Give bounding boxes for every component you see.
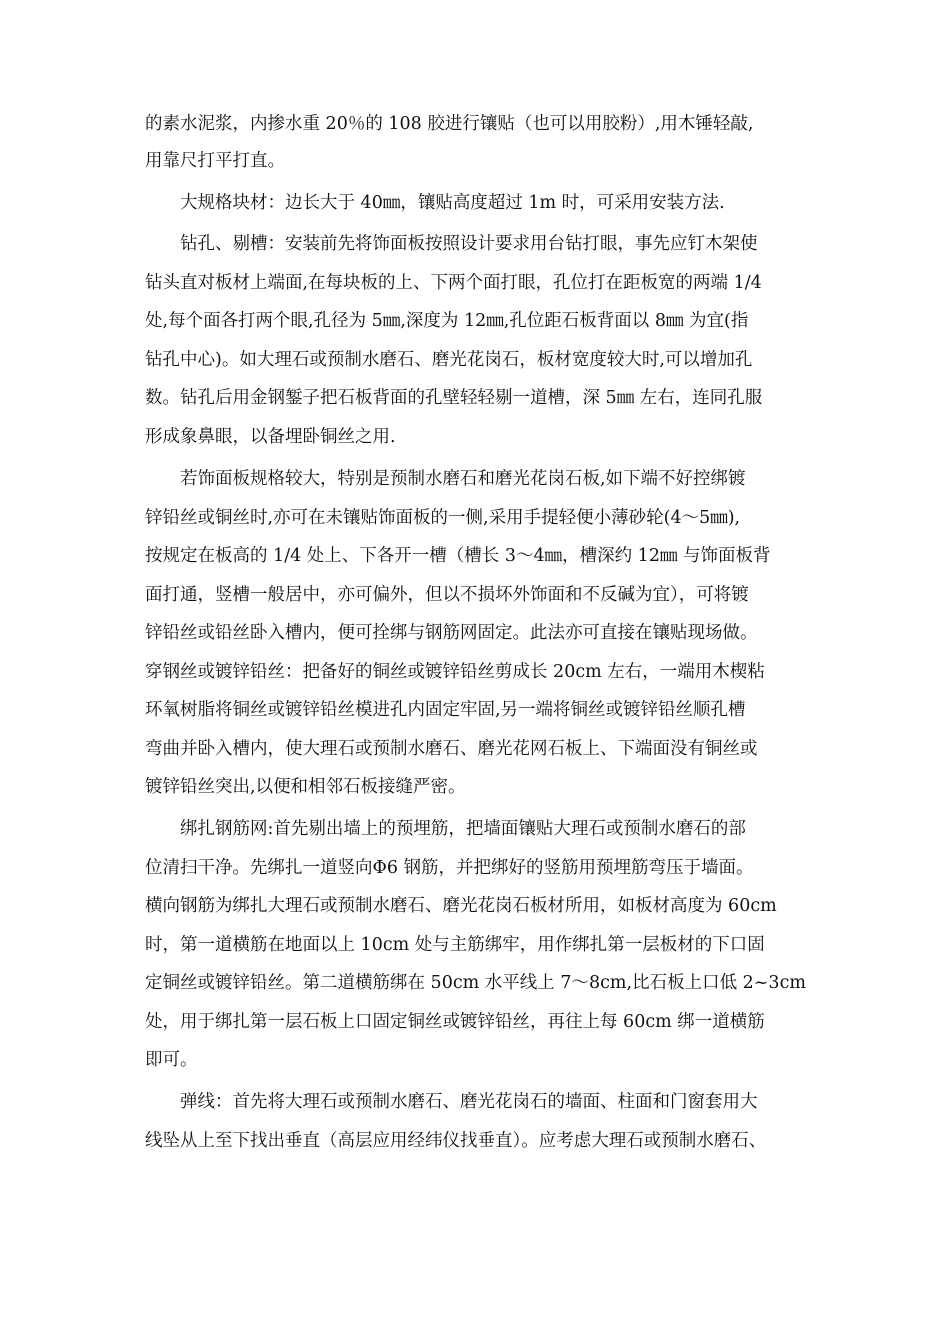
text-line: 大规格块材：边长大于 40㎜，镶贴高度超过 1m 时，可采用安装方法.: [180, 193, 725, 213]
text-line: 位清扫干净。先绑扎一道竖向Φ6 钢筋，并把绑好的竖筋用预埋筋弯压于墙面。: [145, 858, 754, 878]
text-line: 线坠从上至下找出垂直（高层应用经纬仪找垂直）。应考虑大理石或预制水磨石、: [145, 1131, 767, 1151]
text-line: 弯曲并卧入槽内，使大理石或预制水磨石、磨光花网石板上、下端面没有铜丝或: [145, 739, 758, 759]
text-line: 环氧树脂将铜丝或镀锌铅丝模进孔内固定牢固,另一端将铜丝或镀锌铅丝顺孔槽: [145, 700, 746, 720]
text-line: 横向钢筋为绑扎大理石或预制水磨石、磨光花岗石板材所用，如板材高度为 60cm: [145, 896, 777, 916]
text-line: 若饰面板规格较大，特别是预制水磨石和磨光花岗石板,如下端不好控绑镀: [180, 469, 746, 489]
text-line: 按规定在板高的 1/4 处上、下各开一槽（槽长 3～4㎜，槽深约 12㎜ 与饰面板背: [145, 546, 771, 566]
text-line: 绑扎钢筋网:首先剔出墙上的预埋筋，把墙面镶贴大理石或预制水磨石的部: [180, 819, 746, 839]
text-line: 锌铅丝或铅丝卧入槽内，便可拴绑与钢筋网固定。此法亦可直接在镶贴现场做。: [145, 623, 758, 643]
text-line: 弹线：首先将大理石或预制水磨石、磨光花岗石的墙面、柱面和门窗套用大: [180, 1092, 758, 1112]
text-line: 的素水泥浆，内掺水重 20％的 108 胶进行镶贴（也可以用胶粉）,用木锤轻敲,: [145, 114, 754, 134]
text-line: 处,每个面各打两个眼,孔径为 5㎜,深度为 12㎜,孔位距石板背面以 8㎜ 为宜(指: [145, 311, 749, 331]
text-line: 定铜丝或镀锌铅丝。第二道横筋绑在 50cm 水平线上 7～8cm,比石板上口低 2~3cm: [145, 973, 806, 993]
text-line: 即可。: [145, 1050, 198, 1070]
text-line: 穿钢丝或镀锌铅丝：把备好的铜丝或镀锌铅丝剪成长 20cm 左右，一端用木楔粘: [145, 662, 765, 682]
text-line: 钻孔中心)。如大理石或预制水磨石、磨光花岗石，板材宽度较大时,可以增加孔: [145, 350, 753, 370]
text-line: 钻孔、剔槽：安装前先将饰面板按照设计要求用台钻打眼，事先应钉木架使: [180, 234, 758, 254]
text-line: 镀锌铅丝突出,以便和相邻石板接缝严密。: [145, 777, 466, 797]
text-line: 用靠尺打平打直。: [145, 151, 285, 171]
text-line: 时，第一道横筋在地面以上 10cm 处与主筋绑牢，用作绑扎第一层板材的下口固: [145, 935, 765, 955]
text-line: 钻头直对板材上端面,在每块板的上、下两个面打眼，孔位打在距板宽的两端 1/4: [145, 273, 762, 293]
text-line: 面打通，竖槽一般居中，亦可偏外，但以不损坏外饰面和不反碱为宜），可将镀: [145, 585, 749, 605]
text-line: 处，用于绑扎第一层石板上口固定铜丝或镀锌铅丝，再往上每 60cm 绑一道横筋: [145, 1012, 765, 1032]
text-line: 形成象鼻眼，以备埋卧铜丝之用.: [145, 427, 396, 447]
text-line: 数。钻孔后用金钢錾子把石板背面的孔壁轻轻剔一道槽，深 5㎜ 左右，连同孔服: [145, 388, 763, 408]
text-line: 锌铅丝或铜丝时,亦可在未镶贴饰面板的一侧,采用手提轻便小薄砂轮(4～5㎜),: [145, 508, 741, 528]
